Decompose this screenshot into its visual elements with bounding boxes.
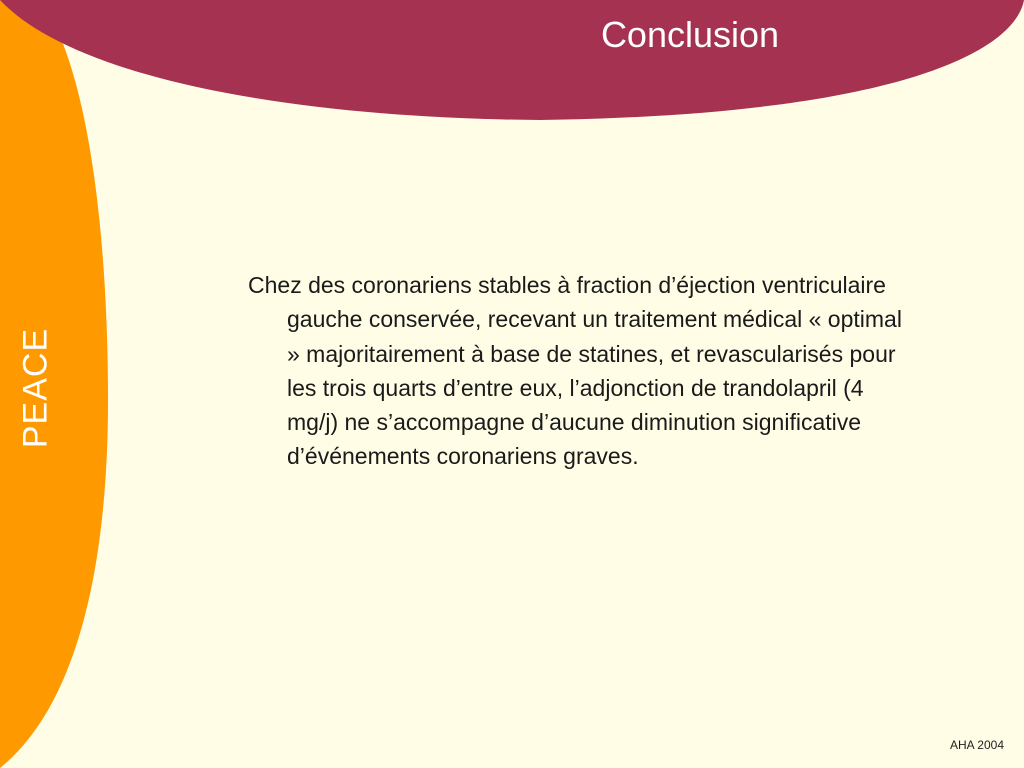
header-banner (0, 0, 1024, 120)
footer-source: AHA 2004 (949, 738, 1004, 752)
conclusion-paragraph: Chez des coronariens stables à fraction d’éjection ventriculaire gauche conservée, recevant un traitement médical « optimal » majoritairement à base de statines, et revascularisés pour les trois quarts d’entre eux, l’adjonction de trandolapril (4 mg/j) ne s’accompagne d’aucune diminution significative d’événements coronariens graves. (248, 272, 902, 470)
slide-title: Conclusion (600, 14, 780, 55)
side-label: PEACE (16, 327, 55, 449)
